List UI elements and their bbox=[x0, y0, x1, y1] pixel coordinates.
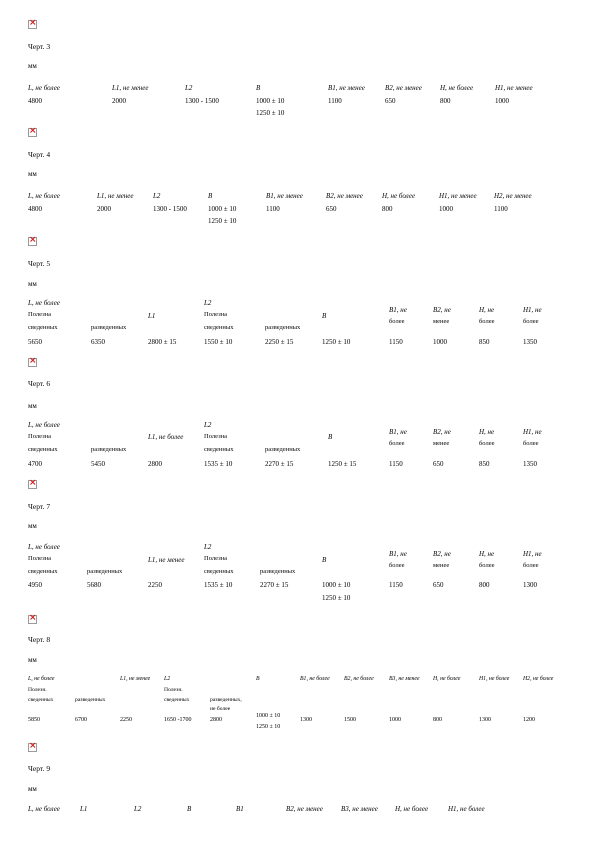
table-cell: 1000 bbox=[439, 205, 453, 213]
column-header: L, не более bbox=[28, 676, 55, 682]
table-cell: 1000 bbox=[495, 97, 509, 105]
table-cell: 850 bbox=[479, 460, 490, 468]
column-header: более bbox=[479, 440, 495, 447]
column-header: H1, не менее bbox=[495, 84, 533, 92]
column-header: L2 bbox=[164, 676, 171, 682]
unit-label: мм bbox=[28, 656, 37, 664]
table-cell: 1350 bbox=[523, 338, 537, 346]
table-cell: 1000 ± 10 bbox=[322, 581, 351, 589]
figure-caption: Черт. 9 bbox=[28, 764, 51, 773]
column-header: B bbox=[256, 84, 261, 92]
column-header: B bbox=[328, 433, 333, 441]
broken-image-icon bbox=[28, 20, 37, 29]
table-cell: 1300 bbox=[523, 581, 537, 589]
column-header: L, не более bbox=[28, 192, 60, 200]
column-header: B2, не менее bbox=[385, 84, 422, 92]
column-header: разведенных, bbox=[210, 697, 242, 703]
table-cell: 1250 ± 10 bbox=[256, 724, 281, 730]
column-header: B2, не bbox=[433, 306, 451, 314]
table-cell: 1150 bbox=[389, 338, 403, 346]
table-cell: 1300 bbox=[479, 717, 491, 723]
column-header: сведенных bbox=[28, 697, 54, 703]
column-header: H, не более bbox=[395, 805, 429, 813]
table-cell: 4700 bbox=[28, 460, 42, 468]
broken-image-icon bbox=[28, 743, 37, 752]
column-header: L2 bbox=[185, 84, 193, 92]
column-header: H, не bbox=[479, 306, 495, 314]
column-header: B bbox=[187, 805, 192, 813]
table-cell: 1000 ± 10 bbox=[208, 205, 237, 213]
column-header: H1, не bbox=[523, 306, 542, 314]
column-header: B3, не менее bbox=[341, 805, 378, 813]
table-cell: 1350 bbox=[523, 460, 537, 468]
table-cell: 1535 ± 10 bbox=[204, 581, 233, 589]
table-cell: 1650 -1700 bbox=[164, 717, 192, 723]
table-cell: 650 bbox=[433, 581, 444, 589]
column-header: H1, не менее bbox=[439, 192, 477, 200]
column-header: B2, не bbox=[433, 550, 451, 558]
column-header: B1 bbox=[236, 805, 244, 813]
column-header: B bbox=[322, 312, 327, 320]
column-header: Полезн. bbox=[28, 687, 47, 693]
column-header: Полезна bbox=[204, 433, 227, 440]
column-header: B2, не менее bbox=[286, 805, 323, 813]
column-header: H1, не bbox=[523, 428, 542, 436]
table-cell: 1100 bbox=[266, 205, 280, 213]
column-header: L2 bbox=[153, 192, 161, 200]
unit-label: мм bbox=[28, 62, 37, 70]
column-header: L, не более bbox=[28, 805, 60, 813]
table-cell: 1150 bbox=[389, 581, 403, 589]
figure-caption: Черт. 6 bbox=[28, 379, 51, 388]
table-cell: 2000 bbox=[97, 205, 111, 213]
column-header: H2, не менее bbox=[494, 192, 532, 200]
broken-image-icon bbox=[28, 128, 37, 137]
column-header: разведенных bbox=[91, 324, 127, 331]
column-header: B2, не более bbox=[344, 676, 374, 682]
table-cell: 1250 ± 10 bbox=[208, 217, 237, 225]
unit-label: мм bbox=[28, 280, 37, 288]
column-header: L1, не менее bbox=[120, 676, 151, 682]
figure-caption: Черт. 8 bbox=[28, 635, 51, 644]
column-header: менее bbox=[433, 440, 450, 447]
column-header: сведенных bbox=[204, 568, 234, 575]
column-header: L2 bbox=[204, 543, 212, 551]
column-header: H, не более bbox=[433, 676, 461, 682]
unit-label: мм bbox=[28, 785, 37, 793]
column-header: B1, не bbox=[389, 306, 407, 314]
column-header: сведенных bbox=[204, 324, 234, 331]
table-cell: 850 bbox=[479, 338, 490, 346]
column-header: более bbox=[389, 318, 405, 325]
table-cell: 1150 bbox=[389, 460, 403, 468]
column-header: более bbox=[389, 562, 405, 569]
broken-image-icon bbox=[28, 615, 37, 624]
table-cell: 1300 - 1500 bbox=[185, 97, 219, 105]
table-cell: 650 bbox=[326, 205, 337, 213]
column-header: сведенных bbox=[28, 324, 58, 331]
column-header: L2 bbox=[204, 421, 212, 429]
table-cell: 800 bbox=[479, 581, 490, 589]
table-cell: 4800 bbox=[28, 205, 42, 213]
column-header: B1, не bbox=[389, 550, 407, 558]
column-header: менее bbox=[433, 318, 450, 325]
column-header: L, не более bbox=[28, 421, 60, 429]
column-header: более bbox=[479, 318, 495, 325]
table-cell: 2800 bbox=[210, 717, 222, 723]
column-header: L2 bbox=[134, 805, 142, 813]
column-header: B bbox=[322, 556, 327, 564]
column-header: разведенных bbox=[75, 697, 106, 703]
column-header: Полезна bbox=[28, 555, 51, 562]
column-header: Полезна bbox=[28, 311, 51, 318]
column-header: Полезна bbox=[204, 555, 227, 562]
column-header: B bbox=[208, 192, 213, 200]
column-header: H1, не более bbox=[448, 805, 485, 813]
column-header: H, не bbox=[479, 428, 495, 436]
table-cell: 1535 ± 10 bbox=[204, 460, 233, 468]
column-header: Полезна bbox=[204, 311, 227, 318]
column-header: B1, не менее bbox=[328, 84, 365, 92]
column-header: разведенных bbox=[260, 568, 296, 575]
column-header: L, не более bbox=[28, 84, 60, 92]
column-header: Полезна bbox=[28, 433, 51, 440]
table-cell: 1250 ± 10 bbox=[322, 338, 351, 346]
figure-caption: Черт. 3 bbox=[28, 42, 51, 51]
column-header: L1, не менее bbox=[97, 192, 134, 200]
column-header: B1, не более bbox=[300, 676, 330, 682]
table-cell: 2250 bbox=[148, 581, 162, 589]
table-cell: 1000 ± 10 bbox=[256, 97, 285, 105]
table-cell: 650 bbox=[433, 460, 444, 468]
table-cell: 1550 ± 10 bbox=[204, 338, 233, 346]
table-cell: 5680 bbox=[87, 581, 101, 589]
column-header: H2, не более bbox=[523, 676, 554, 682]
column-header: сведенных bbox=[28, 446, 58, 453]
table-cell: 1000 ± 10 bbox=[256, 713, 281, 719]
column-header: L, не более bbox=[28, 543, 60, 551]
table-cell: 800 bbox=[382, 205, 393, 213]
column-header: разведенных bbox=[265, 324, 301, 331]
figure-caption: Черт. 5 bbox=[28, 259, 51, 268]
column-header: разведенных bbox=[91, 446, 127, 453]
column-header: не более bbox=[210, 706, 231, 712]
column-header: B1, не bbox=[389, 428, 407, 436]
table-cell: 800 bbox=[440, 97, 451, 105]
column-header: B2, не менее bbox=[326, 192, 363, 200]
table-cell: 1500 bbox=[344, 717, 356, 723]
table-cell: 5850 bbox=[28, 717, 40, 723]
table-cell: 1300 bbox=[300, 717, 312, 723]
table-cell: 2800 ± 15 bbox=[148, 338, 177, 346]
broken-image-icon bbox=[28, 480, 37, 489]
column-header: L1 bbox=[80, 805, 88, 813]
figure-caption: Черт. 7 bbox=[28, 502, 51, 511]
table-cell: 1100 bbox=[328, 97, 342, 105]
table-cell: 800 bbox=[433, 717, 442, 723]
table-cell: 650 bbox=[385, 97, 396, 105]
column-header: B1, не менее bbox=[266, 192, 303, 200]
column-header: H, не более bbox=[440, 84, 474, 92]
table-cell: 4950 bbox=[28, 581, 42, 589]
table-cell: 1100 bbox=[494, 205, 508, 213]
broken-image-icon bbox=[28, 237, 37, 246]
column-header: H, не bbox=[479, 550, 495, 558]
unit-label: мм bbox=[28, 170, 37, 178]
column-header: Полезн. bbox=[164, 687, 183, 693]
table-cell: 4800 bbox=[28, 97, 42, 105]
unit-label: мм bbox=[28, 402, 37, 410]
table-cell: 2250 bbox=[120, 717, 132, 723]
column-header: L1, не менее bbox=[112, 84, 149, 92]
column-header: более bbox=[389, 440, 405, 447]
column-header: более bbox=[523, 562, 539, 569]
column-header: L1, не более bbox=[148, 433, 184, 441]
column-header: более bbox=[479, 562, 495, 569]
column-header: L, не более bbox=[28, 299, 60, 307]
unit-label: мм bbox=[28, 522, 37, 530]
column-header: L1, не менее bbox=[148, 556, 185, 564]
broken-image-icon bbox=[28, 358, 37, 367]
column-header: L1 bbox=[148, 312, 156, 320]
column-header: H1, не более bbox=[479, 676, 510, 682]
table-cell: 2250 ± 15 bbox=[265, 338, 294, 346]
figure-caption: Черт. 4 bbox=[28, 150, 51, 159]
table-cell: 1000 bbox=[389, 717, 401, 723]
table-cell: 1200 bbox=[523, 717, 535, 723]
column-header: сведенных bbox=[164, 697, 190, 703]
column-header: разведенных bbox=[265, 446, 301, 453]
table-cell: 1300 - 1500 bbox=[153, 205, 187, 213]
column-header: B3, не менее bbox=[389, 676, 420, 682]
column-header: B2, не bbox=[433, 428, 451, 436]
table-cell: 1250 ± 10 bbox=[256, 109, 285, 117]
column-header: сведенных bbox=[28, 568, 58, 575]
table-cell: 2800 bbox=[148, 460, 162, 468]
column-header: H, не более bbox=[382, 192, 416, 200]
table-cell: 1250 ± 10 bbox=[322, 594, 351, 602]
table-cell: 6700 bbox=[75, 717, 87, 723]
table-cell: 5450 bbox=[91, 460, 105, 468]
table-cell: 2270 ± 15 bbox=[260, 581, 289, 589]
column-header: более bbox=[523, 440, 539, 447]
table-cell: 2000 bbox=[112, 97, 126, 105]
column-header: менее bbox=[433, 562, 450, 569]
column-header: сведенных bbox=[204, 446, 234, 453]
column-header: L2 bbox=[204, 299, 212, 307]
table-cell: 5650 bbox=[28, 338, 42, 346]
column-header: B bbox=[256, 676, 260, 682]
table-cell: 2270 ± 15 bbox=[265, 460, 294, 468]
column-header: H1, не bbox=[523, 550, 542, 558]
table-cell: 6350 bbox=[91, 338, 105, 346]
column-header: более bbox=[523, 318, 539, 325]
table-cell: 1250 ± 15 bbox=[328, 460, 357, 468]
column-header: разведенных bbox=[87, 568, 123, 575]
table-cell: 1000 bbox=[433, 338, 447, 346]
